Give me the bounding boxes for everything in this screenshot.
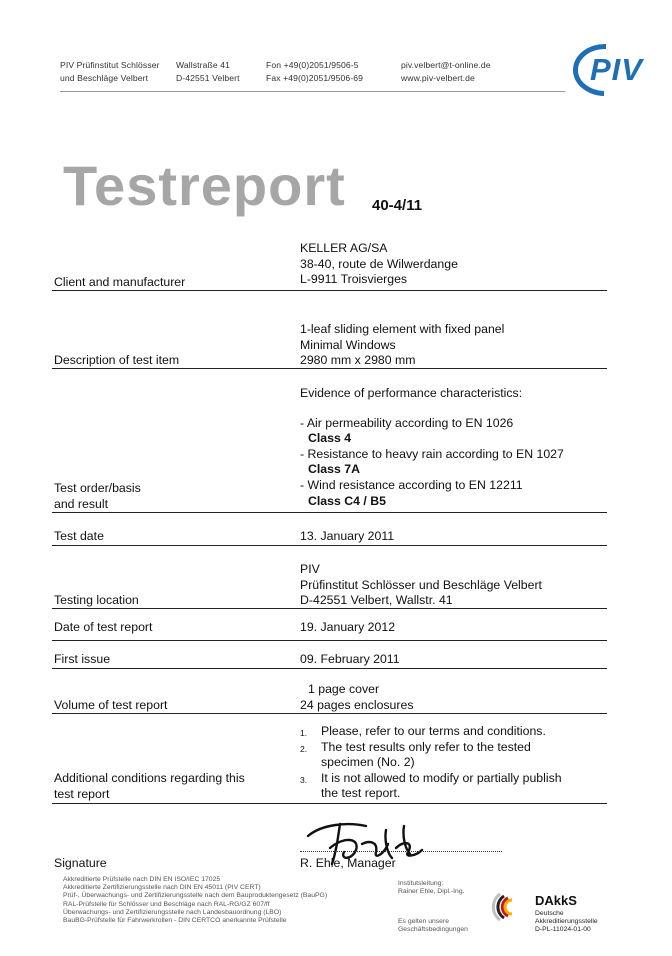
row-divider	[52, 368, 607, 369]
signature-label: Signature	[54, 856, 107, 870]
header-phone: Fon +49(0)2051/9506-5 Fax +49(0)2051/9506-69	[266, 60, 364, 83]
row-divider	[52, 512, 607, 513]
row-divider	[52, 545, 607, 546]
dakks-emblem-icon	[488, 886, 536, 926]
row-divider	[52, 640, 607, 641]
row-divider	[52, 668, 607, 669]
conditions-label: Additional conditions regarding this test report	[54, 771, 245, 801]
header-contact: piv.velbert@t-online.de www.piv-velbert.de	[401, 60, 491, 83]
description-value: 1-leaf sliding element with fixed panel Minimal Windows 2980 mm x 2980 mm	[300, 322, 505, 368]
report-date-label: Date of test report	[54, 620, 153, 634]
test-date-value: 13. January 2011	[300, 529, 395, 543]
test-order-value: Evidence of performance characteristics: - Air permeability according to EN 1026 Class 4 - Resistance to heavy rain according to EN 1027 Class 7A - Wind resistance according to EN 12211 Class C4 / B5	[300, 386, 564, 508]
conditions-list	[300, 724, 605, 802]
footer-terms: Es gelten unsere Geschäftsbedingungen	[398, 918, 468, 934]
row-divider	[52, 713, 607, 714]
signatory-name: R. Ehle, Manager	[300, 856, 396, 870]
footer-accreditations: Akkreditierte Prüfstelle nach DIN EN ISO/IEC 17025 Akkreditierte Zertifizierungsstelle nach DIN EN 45011 (PIV CERT) Prüf-, Überwachungs- und Zertifizierungsstelle nach dem Bauproduktengesetz (BauPG) RAL-Prüfstelle für Schlösser und Beschläge nach RAL-RG/GZ 607/ff Überwachungs- und Zertifizierungsstelle nach Landesbauordnung (LBO) BauBG-Prüfstelle für Fahrwerkrollen - DIN CERTCO anerkannte Prüfstelle	[63, 876, 328, 925]
volume-label: Volume of test report	[54, 698, 168, 712]
client-label: Client and manufacturer	[54, 275, 186, 289]
testing-location-label: Testing location	[54, 593, 139, 607]
header-address: Wallstraße 41 D-42551 Velbert	[176, 60, 240, 83]
page-title: Testreport	[63, 154, 346, 217]
signature-line	[300, 851, 502, 852]
condition-item: 3. It is not allowed to modify or partially publish the test report.	[300, 770, 562, 801]
piv-logo-text: PIV	[590, 52, 643, 87]
dakks-name: DAkkS	[535, 893, 577, 908]
test-order-label: Test order/basis and result	[54, 481, 141, 511]
dakks-logo	[488, 886, 536, 926]
description-label: Description of test item	[54, 353, 180, 367]
test-date-label: Test date	[54, 529, 104, 543]
header-institute: PIV Prüfinstitut Schlösser und Beschläge Velbert	[60, 60, 160, 83]
row-divider	[52, 608, 607, 609]
piv-logo	[566, 38, 662, 100]
dakks-details: Deutsche Akkreditierungsstelle D-PL-11024-01-00	[535, 910, 598, 934]
client-value: KELLER AG/SA 38-40, route de Wilwerdange L-9911 Troisvierges	[300, 241, 458, 287]
row-divider	[52, 803, 607, 804]
volume-value: 1 page cover 24 pages enclosures	[300, 682, 414, 712]
testing-location-value: PIV Prüfinstitut Schlösser und Beschläge Velbert D-42551 Velbert, Wallstr. 41	[300, 562, 542, 608]
condition-item: 1. Please, refer to our terms and conditions.	[300, 724, 546, 738]
first-issue-label: First issue	[54, 652, 111, 666]
header-divider	[60, 91, 565, 92]
footer-management: Institutsleitung: Rainer Ehle, Dipl.-Ing.	[398, 880, 465, 896]
report-number: 40-4/11	[372, 197, 423, 214]
condition-item: 2. The test results only refer to the tested specimen (No. 2)	[300, 739, 531, 770]
first-issue-value: 09. February 2011	[300, 652, 400, 666]
row-divider	[52, 290, 607, 291]
report-date-value: 19. January 2012	[300, 620, 396, 634]
